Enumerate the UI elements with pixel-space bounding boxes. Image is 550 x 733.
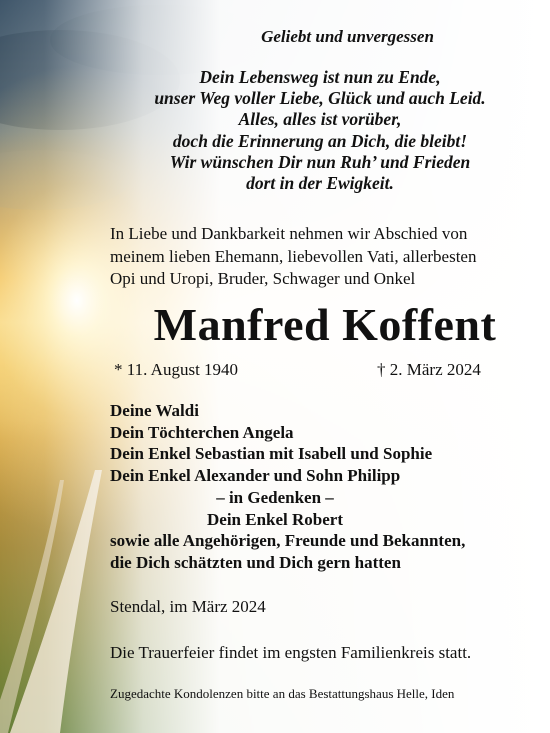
death-date: † 2. März 2024 [377, 360, 481, 379]
mourner-line: sowie alle Angehörigen, Freunde und Bekannten, [110, 531, 466, 551]
mourner-line: die Dich schätzten und Dich gern hatten [110, 552, 401, 572]
intro-line: Opi und Uropi, Bruder, Schwager und Onkel [110, 269, 416, 288]
poem-line: unser Weg voller Liebe, Glück und auch Leid. [154, 88, 486, 109]
motto-heading: Geliebt und unvergessen [261, 27, 434, 46]
poem-line: Wir wünschen Dir nun Ruh’ und Frieden [169, 151, 471, 172]
poem-block [105, 67, 535, 194]
mourner-line-centered: Dein Enkel Robert [207, 509, 343, 529]
mourner-line: Dein Enkel Sebastian mit Isabell und Sophie [110, 444, 433, 464]
mourner-line: Dein Töchterchen Angela [110, 422, 294, 442]
funeral-notice: Die Trauerfeier findet im engsten Familienkreis statt. [110, 643, 472, 662]
intro-line: In Liebe und Dankbarkeit nehmen wir Abschied von [110, 224, 468, 243]
poem-line: dort in der Ewigkeit. [246, 173, 394, 194]
mourner-line: Dein Enkel Alexander und Sohn Philipp [110, 466, 401, 486]
condolences-note: Zugedachte Kondolenzen bitte an das Bestattungshaus Helle, Iden [110, 686, 455, 701]
mourner-line-memoriam: – in Gedenken – [216, 487, 334, 507]
poem-line: doch die Erinnerung an Dich, die bleibt! [172, 130, 468, 151]
birth-date: * 11. August 1940 [114, 360, 239, 379]
place-date: Stendal, im März 2024 [110, 597, 266, 616]
deceased-name: Manfred Koffent [153, 299, 497, 350]
mourners-list [110, 400, 550, 574]
mourner-line: Deine Waldi [110, 401, 199, 420]
poem-line: Alles, alles ist vorüber, [238, 109, 402, 130]
intro-line: meinem lieben Ehemann, liebevollen Vati, allerbesten [110, 246, 477, 266]
poem-line: Dein Lebensweg ist nun zu Ende, [199, 67, 441, 87]
intro-text [110, 223, 550, 291]
